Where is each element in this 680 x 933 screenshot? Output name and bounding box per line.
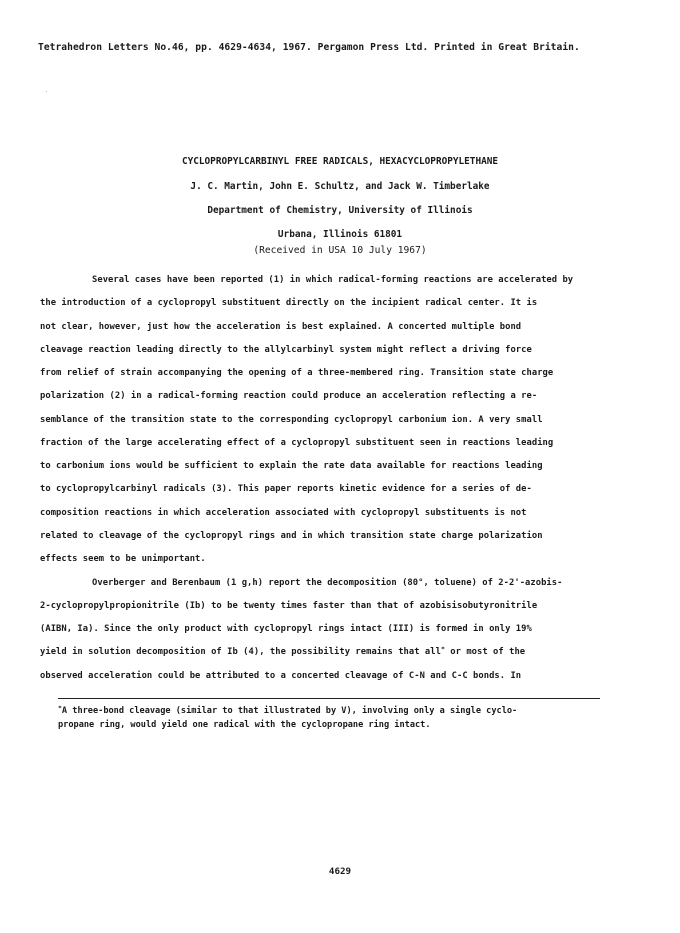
body-line: Several cases have been reported (1) in which radical-forming reactions are accelerated by (92, 275, 574, 285)
footnote-line (58, 706, 517, 716)
affiliation-department: Department of Chemistry, University of Illinois (207, 205, 473, 216)
author-list: J. C. Martin, John E. Schultz, and Jack W. Timberlake (190, 181, 490, 192)
footnote-reference-marker: * (440, 645, 445, 653)
page-number: 4629 (328, 866, 352, 877)
body-line (40, 647, 525, 657)
footnote-line: propane ring, would yield one radical with the cyclopropane ring intact. (58, 720, 431, 730)
affiliation-address: Urbana, Illinois 61801 (277, 229, 403, 240)
body-line: related to cleavage of the cyclopropyl rings and in which transition state charge polarization (40, 531, 543, 541)
body-line: Overberger and Berenbaum (1 g,h) report the decomposition (80°, toluene) of 2-2'-azobis- (92, 578, 563, 588)
scan-speck (46, 91, 47, 92)
body-line: semblance of the transition state to the corresponding cyclopropyl carbonium ion. A very small (40, 415, 543, 425)
body-line: 2-cyclopropylpropionitrile (Ib) to be twenty times faster than that of azobisisobutyronitrile (40, 601, 538, 611)
body-line-part: or most of the (444, 647, 526, 657)
footnote-divider (58, 698, 600, 699)
footnote-text: A three-bond cleavage (similar to that illustrated by V), involving only a single cyclo- (61, 706, 518, 716)
body-line: to carbonium ions would be sufficient to explain the rate data available for reactions leading (40, 461, 543, 471)
body-line: effects seem to be unimportant. (40, 554, 206, 564)
body-line: the introduction of a cyclopropyl substituent directly on the incipient radical center. It is (40, 298, 538, 308)
body-line: not clear, however, just how the acceleration is best explained. A concerted multiple bond (40, 322, 522, 332)
body-line: from relief of strain accompanying the opening of a three-membered ring. Transition state charge (40, 368, 554, 378)
body-line: observed acceleration could be attributed to a concerted cleavage of C-N and C-C bonds. In (40, 671, 522, 681)
body-line: (AIBN, Ia). Since the only product with cyclopropyl rings intact (III) is formed in only 19% (40, 624, 532, 634)
body-line: cleavage reaction leading directly to the allylcarbinyl system might reflect a driving force (40, 345, 532, 355)
body-line: composition reactions in which acceleration associated with cyclopropyl substituents is not (40, 508, 527, 518)
body-line-part: yield in solution decomposition of Ib (4), the possibility remains that all (40, 647, 441, 657)
footnote-marker: * (58, 704, 62, 712)
body-line: fraction of the large accelerating effect of a cyclopropyl substituent seen in reactions leading (40, 438, 554, 448)
article-title: CYCLOPROPYLCARBINYL FREE RADICALS, HEXACYCLOPROPYLETHANE (181, 156, 499, 167)
journal-header: Tetrahedron Letters No.46, pp. 4629-4634, 1967. Pergamon Press Ltd. Printed in Great Britain. (38, 42, 580, 53)
body-line: to cyclopropylcarbinyl radicals (3). This paper reports kinetic evidence for a series of de- (40, 484, 532, 494)
received-date: (Received in USA 10 July 1967) (253, 245, 427, 256)
body-line: polarization (2) in a radical-forming reaction could produce an acceleration reflecting a re- (40, 391, 538, 401)
